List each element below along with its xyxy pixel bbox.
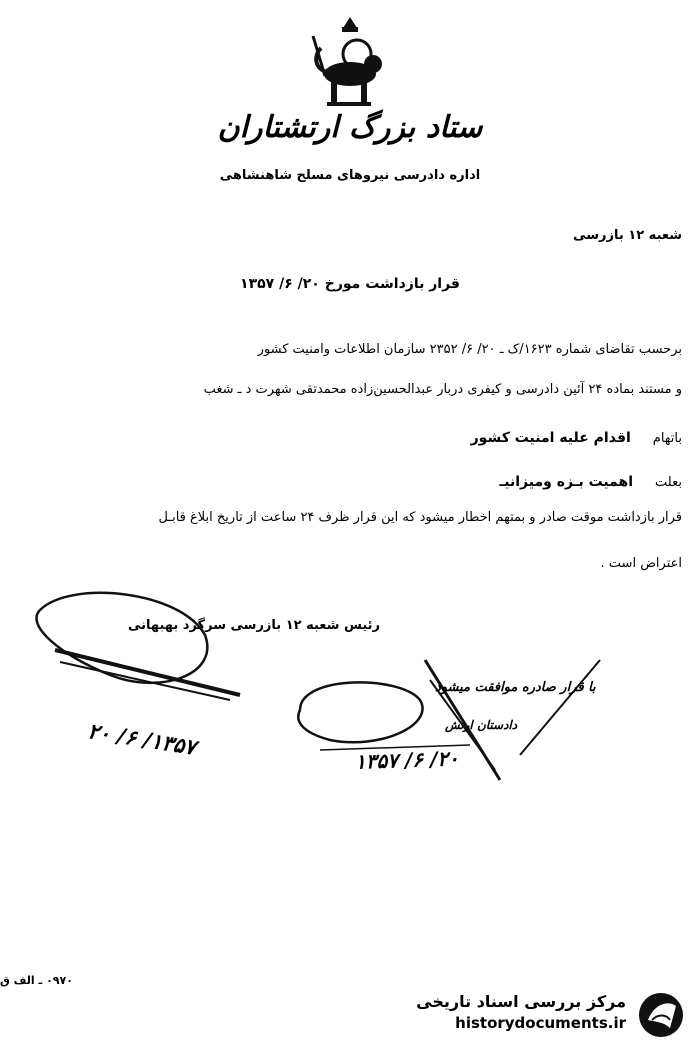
left-signature-stroke: [55, 650, 240, 695]
document-title: قرار بازداشت مورخ ۲۰/ ۶/ ۱۳۵۷: [240, 276, 460, 292]
charge-value: اقدام علیه امنیت کشور: [470, 430, 631, 446]
body-line-request: برحسب تقاضای شماره ۱۶۲۳/ک ـ ۲۰/ ۶/ ۲۳۵۲ سازمان اطلاعات وامنیت کشور: [257, 342, 682, 357]
watermark: [356, 990, 686, 1040]
charge-label: باتهام: [652, 431, 682, 446]
right-signature-tail: [520, 660, 600, 755]
approval-note: با قرار صادره موافقت میشود: [435, 680, 596, 695]
handwritten-date-right: ۲۰/ ۶/ ۱۳۵۷: [354, 746, 460, 774]
body-line-legal-basis: و مستند بماده ۲۴ آئین دادرسی و کیفری دربار عبدالحسین‌زاده محمدتقی شهرت د ـ شغب: [203, 382, 682, 397]
handwritten-date-left: ۱۳۵۷/ ۶/ ۲۰: [86, 718, 198, 760]
reason-value: اهمیت بـزه ومیزانیـ: [499, 474, 634, 490]
body-line-order: قرار بازداشت موقت صادر و بمتهم اخطار میشود که این قرار ظرف ۲۴ ساعت از تاریخ ابلاغ قابـل: [158, 510, 682, 525]
left-signature-loop: [36, 593, 207, 683]
watermark-url: historydocuments.ir: [455, 1014, 626, 1032]
approval-signer: دادستان ارتش: [445, 718, 518, 732]
watermark-title: مرکز بررسی اسناد تاریخی: [416, 992, 626, 1011]
organization-name: ستاد بزرگ ارتشتاران: [217, 110, 483, 145]
lion-and-sun-emblem-icon: [305, 14, 395, 114]
signature-scribbles: [0, 580, 700, 810]
body-line-objection: اعتراض است .: [600, 556, 682, 571]
signer-title: رئیس شعبه ۱۲ بازرسی سرگرد بهبهانی: [128, 618, 380, 633]
body-line-reason: [12, 474, 682, 490]
reason-label: بعلت: [655, 475, 682, 490]
body-line-charge: [12, 430, 682, 446]
department-name: اداره دادرسی نیروهای مسلح شاهنشاهی: [219, 168, 481, 183]
right-signature-loop: [298, 682, 422, 742]
left-signature-stroke-2: [60, 662, 230, 700]
reference-number: ۰۹۷۰ ـ الف ق: [0, 974, 73, 987]
branch-label: شعبه ۱۲ بازرسی: [573, 228, 682, 243]
history-documents-logo-icon: [636, 990, 686, 1040]
